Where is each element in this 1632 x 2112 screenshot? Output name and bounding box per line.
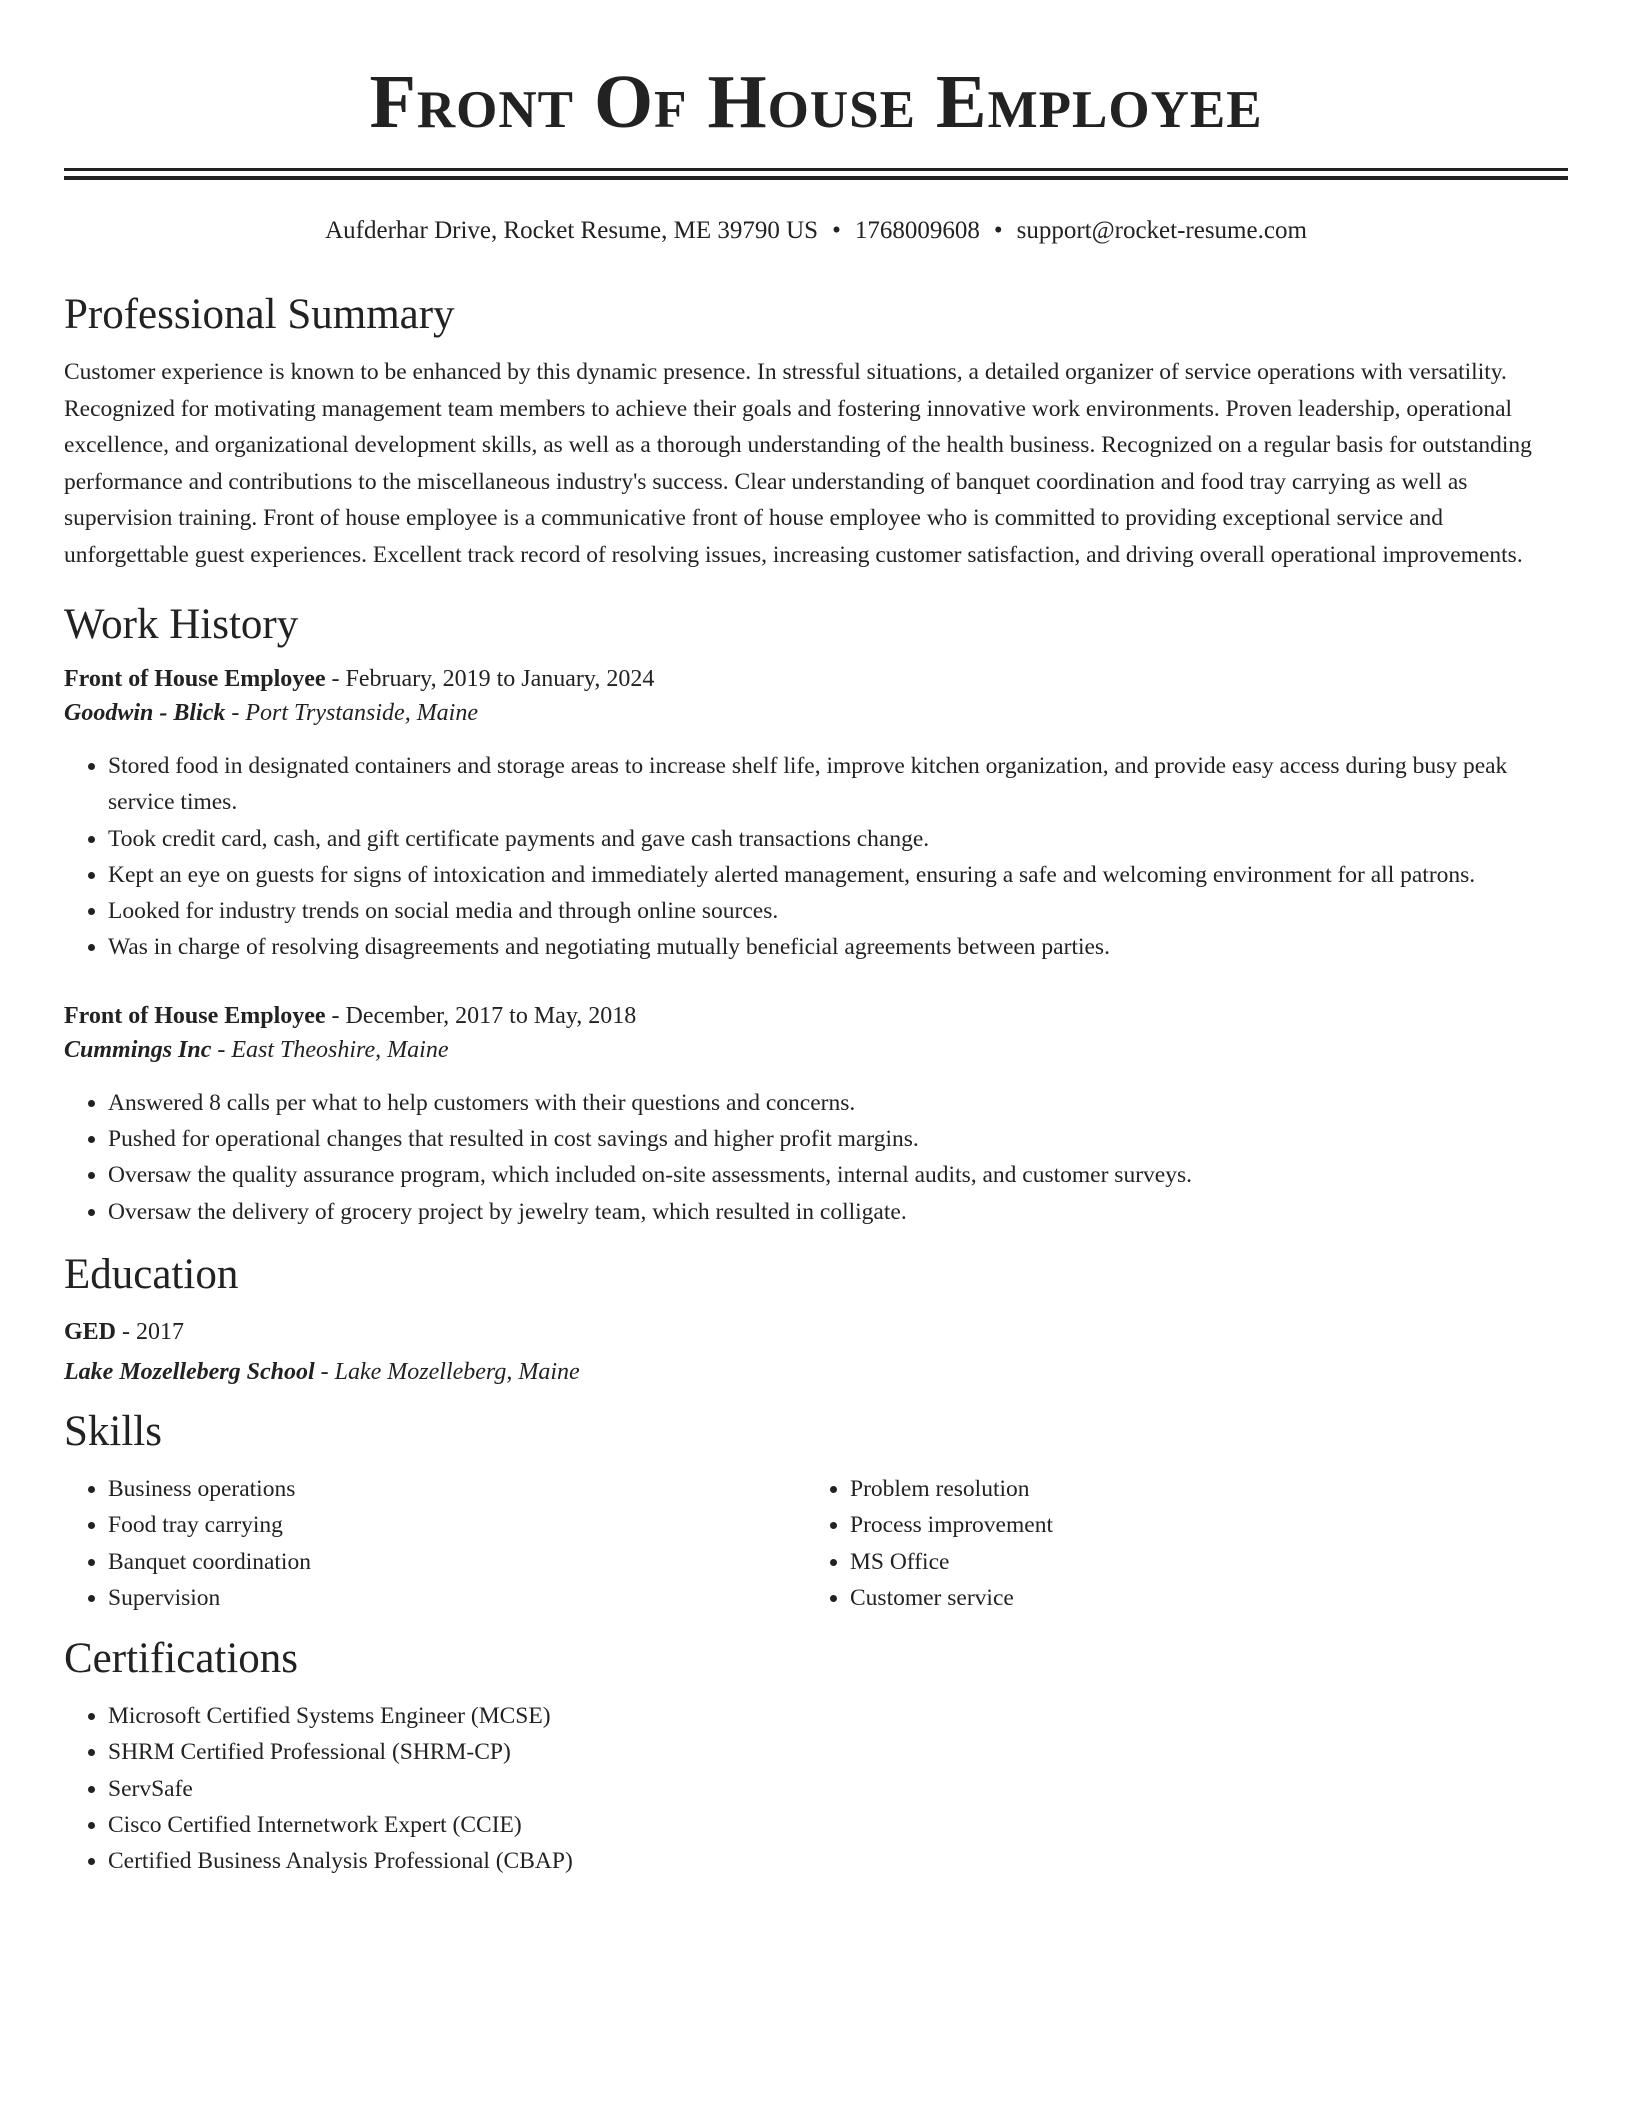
contact-separator: • — [993, 217, 1003, 244]
job-duties-list — [64, 1085, 1568, 1230]
job-title: Front of House Employee — [64, 1002, 326, 1029]
list-item: • Looked for industry trends on social media and through online sources. — [108, 893, 1568, 929]
certifications-list — [64, 1698, 1568, 1879]
list-item: • Oversaw the quality assurance program, which included on-site assessments, internal audits, and customer surveys. — [108, 1157, 1568, 1193]
job-title-line — [64, 999, 1568, 1033]
skills-list — [64, 1471, 806, 1616]
degree: GED — [64, 1318, 117, 1345]
job-dates: - February, 2019 to January, 2024 — [325, 666, 655, 692]
education-heading: Education — [64, 1250, 239, 1298]
list-item: • Banquet coordination — [108, 1544, 806, 1580]
certifications-heading: Certifications — [64, 1635, 299, 1683]
job-entry — [64, 999, 1568, 1230]
work-history-heading: Work History — [64, 601, 299, 648]
contact-email: support@rocket-resume.com — [1016, 217, 1307, 244]
list-item: • Answered 8 calls per what to help customers with their questions and concerns. — [108, 1085, 1568, 1121]
list-item: • Microsoft Certified Systems Engineer (MCSE) — [108, 1698, 1568, 1734]
list-item: • Was in charge of resolving disagreements and negotiating mutually beneficial agreements between parties. — [108, 929, 1568, 965]
job-employer-line — [64, 696, 1568, 730]
list-item: • Process improvement — [850, 1507, 1548, 1543]
job-location: - Port Trystanside, Maine — [225, 700, 478, 726]
job-entry — [64, 662, 1568, 966]
school-location: - Lake Mozelleberg, Maine — [314, 1358, 580, 1385]
list-item: • Pushed for operational changes that resulted in cost savings and higher profit margins. — [108, 1121, 1568, 1157]
job-title-line — [64, 662, 1568, 696]
degree-year: - 2017 — [116, 1318, 185, 1345]
education-entry — [64, 1312, 1568, 1392]
list-item: • Kept an eye on guests for signs of intoxication and immediately alerted management, ensuring a safe and welcoming environment for all patrons. — [108, 857, 1568, 893]
skills-columns — [64, 1471, 1568, 1616]
skills-column-right — [806, 1471, 1548, 1616]
summary-heading: Professional Summary — [64, 291, 455, 338]
degree-line — [64, 1312, 1568, 1352]
job-company: Cummings Inc — [64, 1036, 212, 1063]
job-company: Goodwin - Blick — [64, 700, 226, 726]
skills-heading: Skills — [64, 1407, 162, 1455]
title-divider — [64, 168, 1568, 180]
job-duties-list — [64, 748, 1568, 966]
school-name: Lake Mozelleberg School — [64, 1358, 315, 1385]
job-location: - East Theoshire, Maine — [211, 1036, 449, 1063]
list-item: • MS Office — [850, 1544, 1548, 1580]
contact-line — [64, 216, 1568, 246]
contact-address: Aufderhar Drive, Rocket Resume, ME 39790 US — [325, 217, 819, 244]
resume-title: Front Of House Employee — [369, 60, 1263, 144]
school-line — [64, 1352, 1568, 1392]
list-item: • Cisco Certified Internetwork Expert (CCIE) — [108, 1807, 1568, 1843]
list-item: • Problem resolution — [850, 1471, 1548, 1507]
list-item: • Food tray carrying — [108, 1507, 806, 1543]
list-item: • Stored food in designated containers and storage areas to increase shelf life, improve kitchen organization, and provide easy access during busy peak service times. — [108, 748, 1568, 821]
list-item: • Supervision — [108, 1580, 806, 1616]
job-title: Front of House Employee — [64, 666, 326, 692]
list-item: • Oversaw the delivery of grocery project by jewelry team, which resulted in colligate. — [108, 1194, 1568, 1230]
list-item: • SHRM Certified Professional (SHRM-CP) — [108, 1734, 1568, 1770]
job-employer-line — [64, 1033, 1568, 1067]
contact-separator: • — [832, 217, 841, 244]
summary-text: Customer experience is known to be enhanced by this dynamic presence. In stressful situations, a detailed organizer of service operations with versatility. Recognized for motivating management team members to achieve their goals and fostering innovative work environments. Proven leadership, operational excellence, and organizational development skills, as well as a thorough understanding of the health business. Recognized on a regular basis for outstanding performance and contributions to the miscellaneous industry's success. Clear understanding of banquet coordination and food tray carrying as well as supervision training. Front of house employee is a communicative front of house employee who is committed to providing exceptional service and unforgettable guest experiences. Excellent track record of resolving issues, increasing customer satisfaction, and driving overall operational improvements. — [64, 359, 1532, 568]
skills-column-left — [64, 1471, 806, 1616]
job-dates: - December, 2017 to May, 2018 — [325, 1002, 637, 1029]
contact-phone: 1768009608 — [854, 217, 980, 244]
list-item: • Certified Business Analysis Professional (CBAP) — [108, 1843, 1568, 1879]
list-item: • Took credit card, cash, and gift certificate payments and gave cash transactions change. — [108, 821, 1568, 857]
skills-list — [806, 1471, 1548, 1616]
list-item: • ServSafe — [108, 1771, 1568, 1807]
list-item: • Business operations — [108, 1471, 806, 1507]
list-item: • Customer service — [850, 1580, 1548, 1616]
